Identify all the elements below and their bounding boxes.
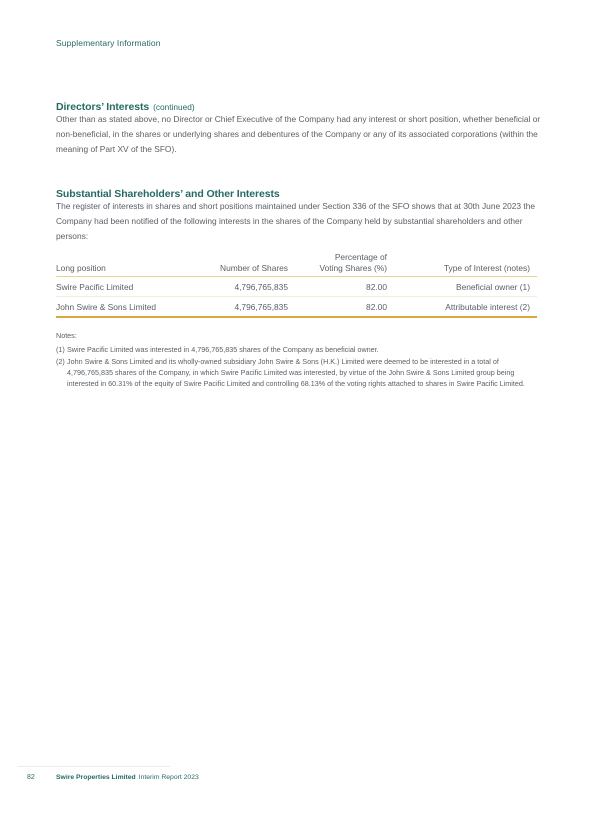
cell-long-position: Swire Pacific Limited xyxy=(56,281,134,292)
footer-divider xyxy=(18,766,170,767)
directors-interests-paragraph: Other than as stated above, no Director or Chief Executive of the Company had any interest or short position, whether beneficial or non-beneficial, in the shares or underlying shares and debentures of the Company or any of its associated corporations (within the meaning of Part XV of the SFO). xyxy=(56,114,541,155)
section-eyebrow: Supplementary Information xyxy=(56,38,161,48)
notes-section xyxy=(56,330,537,389)
table-header-row xyxy=(56,252,537,277)
note-number: (2) xyxy=(56,357,65,366)
footer xyxy=(56,774,199,781)
cell-type-of-interest: Attributable interest (2) xyxy=(445,301,530,312)
notes-label: Notes: xyxy=(56,331,77,340)
note-item xyxy=(56,356,537,389)
note-item xyxy=(56,344,537,355)
cell-number-of-shares: 4,796,765,835 xyxy=(234,281,288,292)
table-row xyxy=(56,277,537,296)
footer-document-title: Interim Report 2023 xyxy=(138,774,199,781)
directors-interests-title-text: Directors’ Interests xyxy=(56,100,150,113)
note-number: (1) xyxy=(56,344,65,354)
shareholders-table xyxy=(56,252,537,318)
header-number-of-shares: Number of Shares xyxy=(220,263,288,273)
cell-type-of-interest: Beneficial owner (1) xyxy=(455,281,530,292)
cell-number-of-shares: 4,796,765,835 xyxy=(234,301,288,312)
header-type-of-interest: Type of Interest (notes) xyxy=(443,263,530,273)
directors-interests-title xyxy=(56,101,195,113)
cell-percentage: 82.00 xyxy=(366,301,387,312)
note-text: Swire Pacific Limited was interested in 4,796,765,835 shares of the Company as beneficial owner. xyxy=(67,344,379,354)
note-text: John Swire & Sons Limited and its wholly-owned subsidiary John Swire & Sons (H.K.) Limited were deemed to be interested in a total of 4,796,765,835 shares of the Company, in which Swire Pacific Limited was interested, by virtue of the John Swire & Sons Limited group being interested in 60.31% of the equity of Swire Pacific Limited and controlling 68.13% of the voting rights attached to shares in Swire Pacific Limited. xyxy=(67,357,525,388)
footer-brand: Swire Properties Limited xyxy=(56,774,136,781)
header-percentage-voting-shares xyxy=(288,252,387,273)
header-percentage-line1: Percentage of xyxy=(334,252,387,262)
header-percentage-line2: Voting Shares (%) xyxy=(319,262,387,273)
cell-percentage: 82.00 xyxy=(366,281,387,292)
substantial-shareholders-title: Substantial Shareholders’ and Other Interests xyxy=(56,187,280,200)
substantial-shareholders-paragraph: The register of interests in shares and short positions maintained under Section 336 of the SFO shows that at 30th June 2023 the Company had been notified of the following interests in the shares of the Company held by substantial shareholders and other persons: xyxy=(56,201,536,242)
cell-long-position: John Swire & Sons Limited xyxy=(56,301,157,312)
page-number: 82 xyxy=(27,774,35,781)
continued-label: (continued) xyxy=(153,101,195,112)
header-long-position: Long position xyxy=(56,263,106,273)
table-row xyxy=(56,296,537,316)
